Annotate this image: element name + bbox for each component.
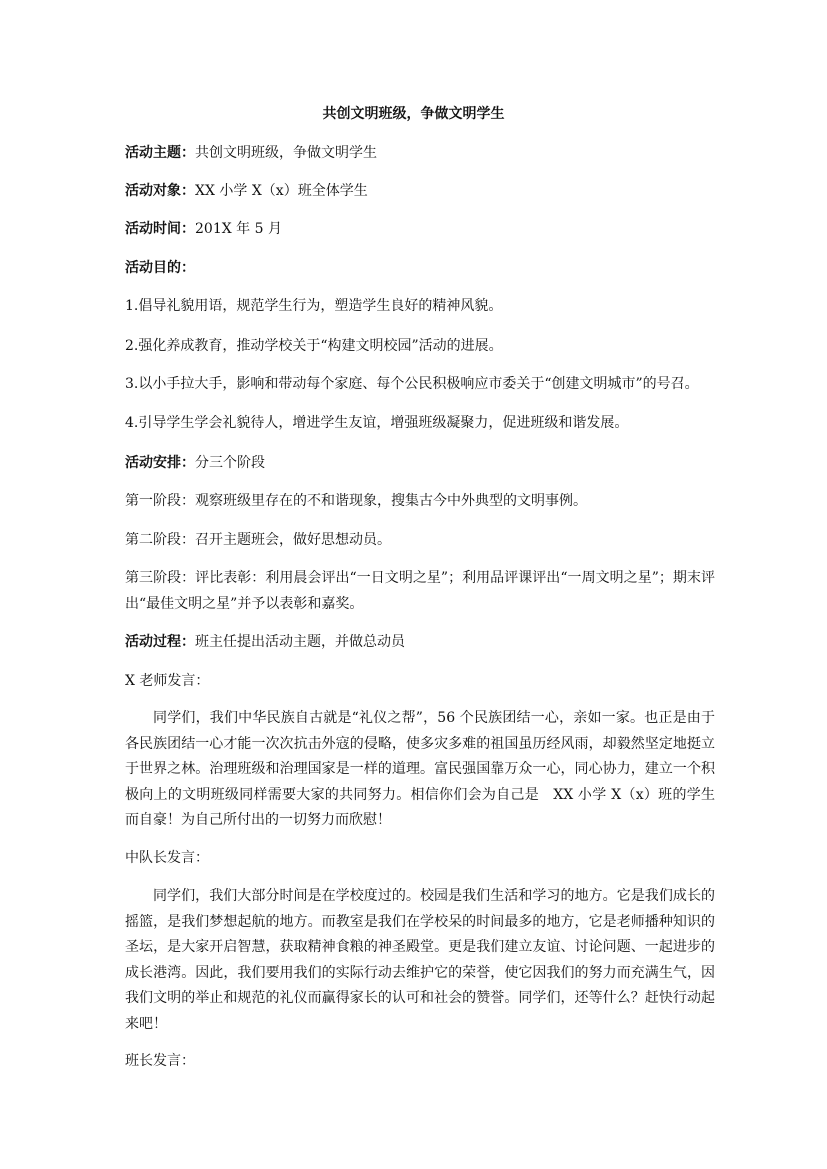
purpose-item: 2.强化养成教育，推动学校关于“构建文明校园”活动的进展。 (125, 338, 503, 354)
document-title: 共创文明班级，争做文明学生 (322, 106, 505, 122)
stage-item: 第一阶段：观察班级里存在的不和谐现象，搜集古今中外典型的文明事例。 (125, 493, 587, 509)
purpose-label: 活动目的： (125, 260, 195, 276)
purpose-item: 3.以小手拉大手，影响和带动每个家庭、每个公民积极响应市委关于“创建文明城市”的号召。 (125, 376, 699, 392)
stage-item: 第三阶段：评比表彰：利用晨会评出“一日文明之星”；利用品评课评出“一周文明之星”；期末评出“最佳文明之星”并予以表彰和嘉奖。 (125, 570, 715, 612)
target-value: XX 小学 X（x）班全体学生 (195, 183, 368, 199)
teacher-speech-text: 同学们，我们中华民族自古就是“礼仪之帮”，56 个民族团结一心，亲如一家。也正是由于各民族团结一心才能一次次抗击外寇的侵略，使多灾多难的祖国虽历经风雨，却毅然坚定地挺立于世界之林。治理班级和治理国家是一样的道理。富民强国靠万众一心，同心协力，建立一个积极向上的文明班级同样需要大家的共同努力。相信你们会为自己是 XX 小学 X（x）班的学生而自豪！为自己所付出的一切努力而欣慰！ (125, 710, 715, 828)
time-line (125, 219, 715, 239)
captain-speech-text: 同学们，我们大部分时间是在学校度过的。校园是我们生活和学习的地方。它是我们成长的摇篮，是我们梦想起航的地方。而教室是我们在学校呆的时间最多的地方，它是老师播种知识的圣坛，是大家开启智慧，获取精神食粮的神圣殿堂。更是我们建立友谊、讨论问题、一起进步的成长港湾。因此，我们要用我们的实际行动去维护它的荣誉，使它因我们的努力而充满生气，因我们文明的举止和规范的礼仪而赢得家长的认可和社会的赞誉。同学们，还等什么？赶快行动起来吧！ (125, 888, 715, 1032)
theme-label: 活动主题： (125, 145, 195, 161)
arrangement-label: 活动安排： (125, 455, 195, 471)
process-line (125, 632, 715, 652)
monitor-speech-heading: 班长发言： (125, 1053, 195, 1069)
captain-speech-heading: 中队长发言： (125, 850, 209, 866)
process-value: 班主任提出活动主题，并做总动员 (195, 634, 405, 650)
purpose-line (125, 258, 715, 278)
theme-line (125, 143, 715, 163)
process-label: 活动过程： (125, 634, 195, 650)
arrangement-value: 分三个阶段 (195, 455, 265, 471)
theme-value: 共创文明班级，争做文明学生 (195, 145, 377, 161)
teacher-speech-heading: X 老师发言： (125, 673, 210, 689)
stage-item: 第二阶段：召开主题班会，做好思想动员。 (125, 532, 391, 548)
target-line (125, 181, 715, 201)
time-value: 201X 年 5 月 (195, 221, 282, 237)
time-label: 活动时间： (125, 221, 195, 237)
purpose-item: 4.引导学生学会礼貌待人，增进学生友谊，增强班级凝聚力，促进班级和谐发展。 (125, 415, 629, 431)
purpose-item: 1.倡导礼貌用语，规范学生行为，塑造学生良好的精神风貌。 (125, 298, 503, 314)
target-label: 活动对象： (125, 183, 195, 199)
arrangement-line (125, 453, 715, 473)
